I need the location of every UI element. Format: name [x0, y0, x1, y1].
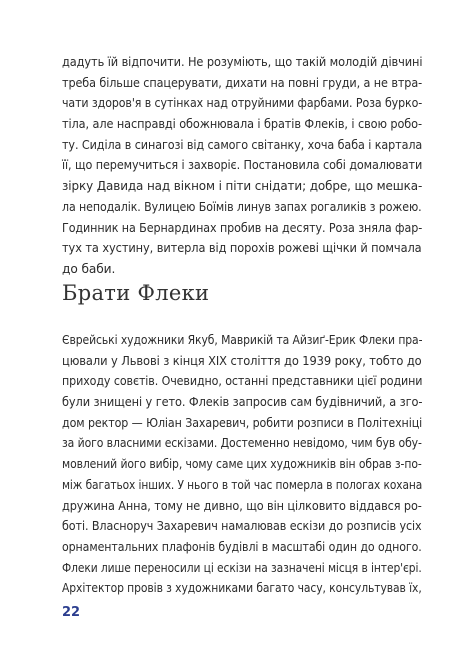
paragraph-2-line: були знищені у гето. Флеків запросив сам будівничий, а зго- — [62, 395, 423, 410]
paragraph-1-line: тіла, але насправді обожнювала і братів Флеків, і свою робо- — [62, 117, 422, 132]
paragraph-2 — [62, 330, 422, 599]
paragraph-1 — [62, 52, 422, 280]
paragraph-2-line: орнаментальних плафонів будівлі в масштабі один до одного. — [62, 539, 422, 554]
paragraph-1-line: Годинник на Бернардинах пробив на десяту. Роза зняла фар- — [62, 220, 423, 235]
paragraph-2-line: цювали у Львові з кінця XIX століття до 1939 року, тобто до — [62, 353, 422, 368]
paragraph-2-line: Архітектор провів з художниками багато часу, консультував їх, — [62, 581, 422, 596]
page-number: 22 — [62, 605, 81, 620]
paragraph-1-line: тух та хустину, витерла від порохів рожеві щічки й помчала — [62, 241, 422, 256]
paragraph-2-line: боті. Власноруч Захаревич намалював ескізи до розписів усіх — [62, 519, 422, 534]
paragraph-1-line: до баби. — [62, 261, 116, 276]
paragraph-2-line: між багатьох інших. У нього в той час померла в пологах кохана — [62, 477, 423, 492]
paragraph-1-line: дадуть їй відпочити. Не розуміють, що такій молодій дівчині — [62, 55, 423, 69]
paragraph-2-line: дом ректор — Юліан Захаревич, робити розписи в Політехніці — [62, 415, 423, 430]
paragraph-2-line: дружина Анна, тому не дивно, що він цілковито віддався ро- — [62, 498, 422, 513]
paragraph-2-line: мовлений його вибір, чому саме цих художників він обрав з-по- — [62, 457, 422, 472]
paragraph-2-line: Єврейські художники Якуб, Маврикій та Айзиґ-Ерик Флеки пра- — [62, 333, 423, 347]
paragraph-2-line: за його власними ескізами. Достеменно невідомо, чим був обу- — [62, 436, 422, 451]
paragraph-2-line: приходу совєтів. Очевидно, останні представники цієї родини — [62, 374, 423, 389]
paragraph-2-line: Флеки лише переносили ці ескізи на зазначені місця в інтер'єрі. — [62, 560, 422, 575]
paragraph-1-line: чати здоров'я в сутінках над отруйними фарбами. Роза бурко- — [62, 96, 423, 111]
paragraph-1-line: ту. Сиділа в синагозі від самого світанку, хоча баба і картала — [62, 137, 423, 152]
section-heading: Брати Флеки — [62, 281, 210, 305]
paragraph-1-line: її, що перемучиться і захворіє. Постановила собі домалювати — [62, 158, 423, 173]
paragraph-1-line: треба більше спацерувати, дихати на повні груди, а не втра- — [62, 75, 423, 90]
paragraph-1-line: зірку Давида над вікном і піти снідати; добре, що мешка- — [62, 179, 423, 194]
paragraph-1-line: ла неподалік. Вулицею Боїмів линув запах рогаликів з рожею. — [62, 199, 422, 214]
